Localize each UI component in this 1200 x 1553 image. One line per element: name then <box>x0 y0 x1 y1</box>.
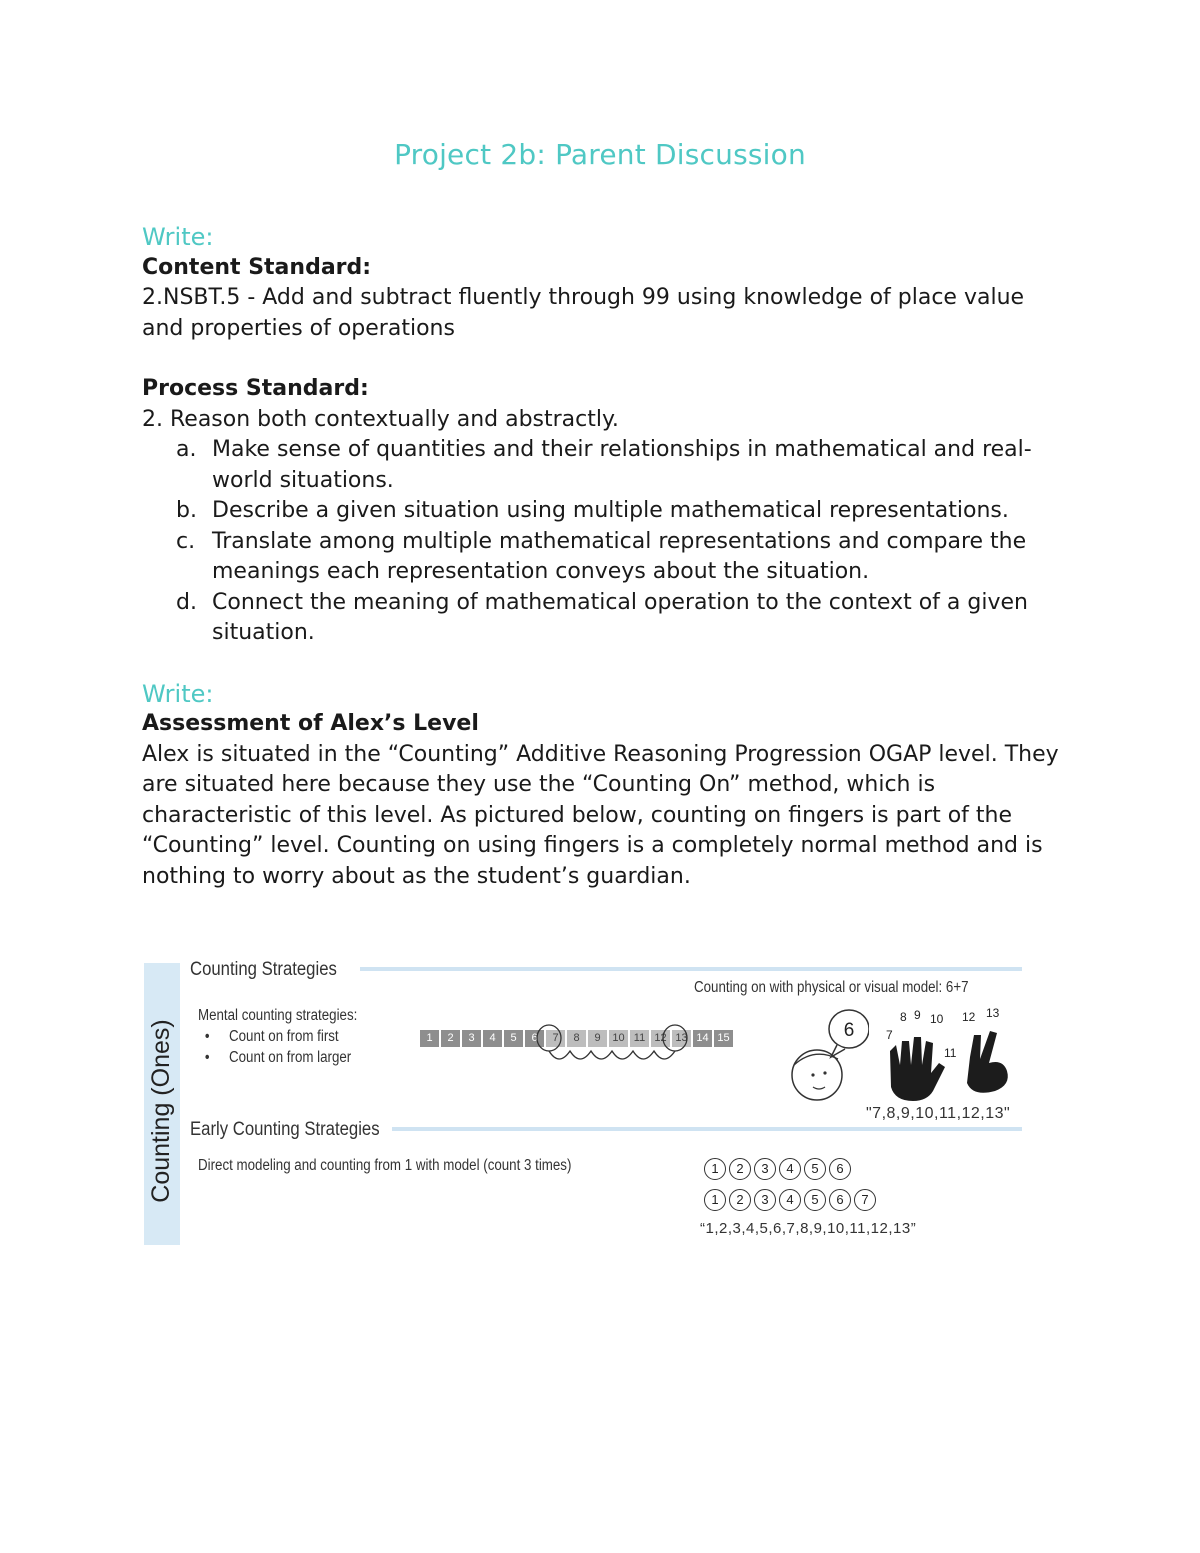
counting-fingers-icon <box>876 1003 1026 1103</box>
counting-strategies-heading: Counting Strategies <box>190 959 337 980</box>
count-circle: 6 <box>829 1189 851 1211</box>
number-cell: 1 <box>420 1030 439 1047</box>
fingers-quote: "7,8,9,10,11,12,13" <box>866 1105 1011 1122</box>
content-standard-heading: Content Standard: <box>142 254 372 280</box>
process-standard-heading: Process Standard: <box>142 376 369 401</box>
number-cell: 14 <box>693 1030 712 1047</box>
count-circle: 2 <box>729 1189 751 1211</box>
number-cell: 12 <box>651 1030 670 1047</box>
number-cell: 7 <box>546 1030 565 1047</box>
finger-label: 12 <box>962 1010 976 1024</box>
write-label-1: Write: <box>142 223 214 251</box>
finger-label: 13 <box>986 1006 1000 1020</box>
number-cell: 11 <box>630 1030 649 1047</box>
finger-label: 7 <box>886 1028 893 1042</box>
count-circle: 1 <box>704 1158 726 1180</box>
model-caption: Counting on with physical or visual model: 6+7 <box>694 979 969 996</box>
list-item-text: Describe a given situation using multiple mathematical representations. <box>212 498 1009 523</box>
list-marker: c. <box>176 528 196 554</box>
list-item <box>142 527 1062 588</box>
assessment-paragraph: Alex is situated in the “Counting” Additive Reasoning Progression OGAP level. They are situated here because they use the “Counting On” method, which is characteristic of this level. As pictured below, counting on fingers is part of the “Counting” level. Counting on using fingers is a completely normal method and is nothing to worry about as the student’s guardian. <box>142 741 1059 889</box>
list-item-text: Translate among multiple mathematical representations and compare the meanings each representation conveys about the situation. <box>212 528 1027 584</box>
document-body <box>142 222 1062 892</box>
count-circle: 7 <box>854 1189 876 1211</box>
circles-row-2 <box>704 1189 879 1211</box>
write-label-2: Write: <box>142 679 214 708</box>
number-cell: 15 <box>714 1030 733 1047</box>
list-item <box>142 496 1062 527</box>
section-divider <box>392 1127 1022 1131</box>
list-marker: a. <box>176 437 197 462</box>
bullet-count-on-larger: • Count on from larger <box>229 1049 351 1067</box>
number-cell: 6 <box>525 1030 544 1047</box>
page-title: Project 2b: Parent Discussion <box>394 138 806 171</box>
content-standard-text: 2.NSBT.5 - Add and subtract fluently through 99 using knowledge of place value and properties of operations <box>142 285 1025 341</box>
count-circle: 5 <box>804 1158 826 1180</box>
finger-label: 11 <box>944 1046 957 1060</box>
count-circle: 2 <box>729 1158 751 1180</box>
early-strategies-heading: Early Counting Strategies <box>190 1119 380 1140</box>
count-circle: 4 <box>779 1189 801 1211</box>
process-standard-list <box>142 435 1062 649</box>
count-circle: 6 <box>829 1158 851 1180</box>
count-circle: 4 <box>779 1158 801 1180</box>
list-item <box>142 435 1062 496</box>
early-strategies-text: Direct modeling and counting from 1 with model (count 3 times) <box>198 1157 572 1174</box>
mental-strategies-heading: Mental counting strategies: <box>198 1007 358 1024</box>
finger-label: 8 <box>900 1010 907 1024</box>
list-item <box>142 588 1062 649</box>
number-cell: 3 <box>462 1030 481 1047</box>
number-cell: 10 <box>609 1030 628 1047</box>
circles-quote: “1,2,3,4,5,6,7,8,9,10,11,12,13” <box>700 1220 917 1237</box>
finger-label: 9 <box>914 1008 921 1022</box>
list-marker: b. <box>176 498 197 523</box>
side-label: Counting (Ones) <box>147 1019 175 1203</box>
bubble-number: 6 <box>843 1020 855 1041</box>
finger-label: 10 <box>930 1012 944 1026</box>
assessment-heading: Assessment of Alex’s Level <box>142 711 479 736</box>
list-marker: d. <box>176 589 197 615</box>
circles-row-1 <box>704 1158 854 1180</box>
section-divider <box>360 967 1022 971</box>
list-item-text: Connect the meaning of mathematical operation to the context of a given situation. <box>212 589 1028 645</box>
child-face-icon <box>779 1003 869 1103</box>
count-circle: 3 <box>754 1189 776 1211</box>
process-standard-intro: 2. Reason both contextually and abstractly. <box>142 406 619 432</box>
number-cell: 8 <box>567 1030 586 1047</box>
count-circle: 3 <box>754 1158 776 1180</box>
count-circle: 5 <box>804 1189 826 1211</box>
ogap-figure <box>144 955 1024 1245</box>
count-circle: 1 <box>704 1189 726 1211</box>
number-cell: 4 <box>483 1030 502 1047</box>
count-on-hops-icon <box>524 1023 694 1073</box>
bullet-count-on-first: • Count on from first <box>229 1028 339 1046</box>
number-cell: 13 <box>672 1030 691 1047</box>
number-cell: 5 <box>504 1030 523 1047</box>
side-band <box>144 963 180 1245</box>
list-item-text: Make sense of quantities and their relationships in mathematical and real-world situations. <box>212 437 1032 493</box>
number-cell: 9 <box>588 1030 607 1047</box>
number-cell: 2 <box>441 1030 460 1047</box>
